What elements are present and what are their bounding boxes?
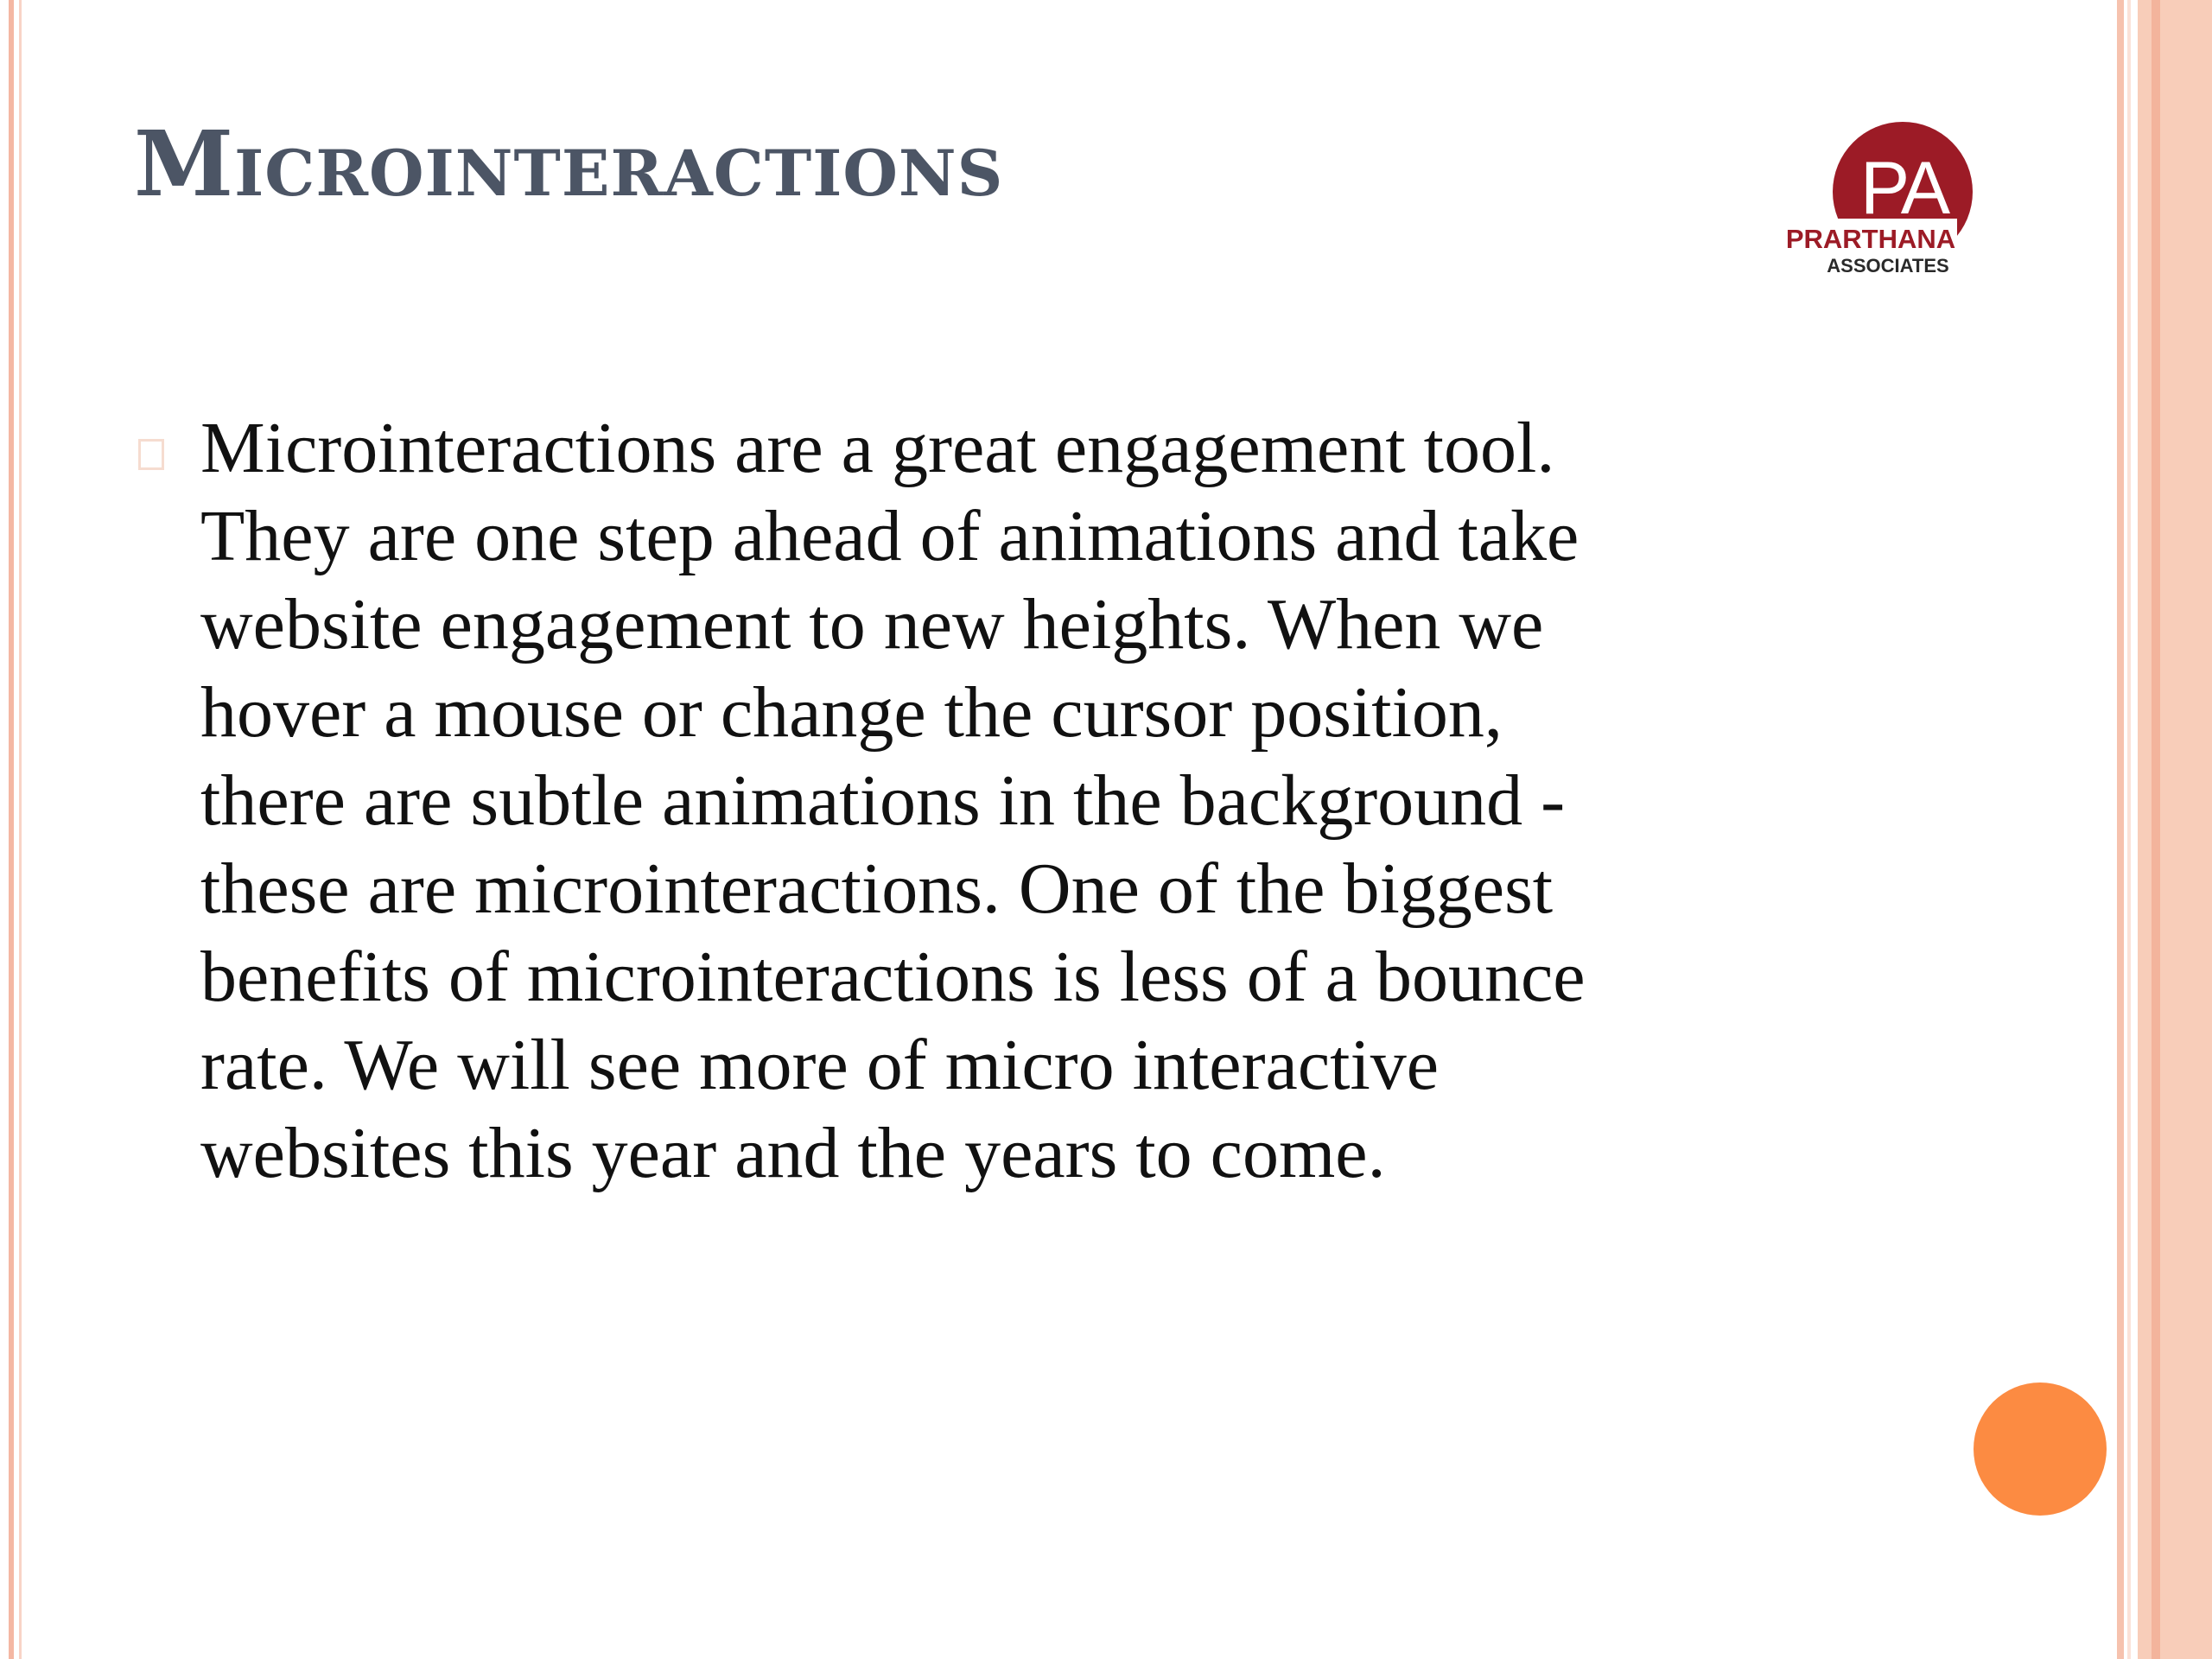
right-border-band-line (2152, 0, 2160, 1659)
bullet-marker-icon (138, 439, 164, 470)
right-border-band (2138, 0, 2212, 1659)
bullet-text-line: website engagement to new heights. When we (200, 584, 1544, 664)
slide-title: Microinteractions (134, 111, 1004, 217)
bullet-text-line: benefits of microinteractions is less of a bounce (200, 937, 1586, 1017)
logo-name: PRARTHANA (1785, 224, 1956, 254)
bullet-text-line: Microinteractions are a great engagement tool. (200, 408, 1555, 488)
bullet-text (200, 404, 1929, 1198)
decorative-orange-circle (1974, 1382, 2107, 1516)
prarthana-associates-logo (1776, 117, 2018, 281)
bullet-text-line: They are one step ahead of animations and take (200, 496, 1580, 576)
bullet-text-line: rate. We will see more of micro interactive (200, 1025, 1440, 1105)
bullet-text-line: these are microinteractions. One of the biggest (200, 849, 1554, 929)
logo-monogram: PA (1859, 147, 1948, 230)
bullet-text-line: hover a mouse or change the cursor position, (200, 672, 1503, 753)
left-border-stripe (9, 0, 14, 1659)
left-border-stripe-thin (19, 0, 22, 1659)
bullet-text-line: there are subtle animations in the background - (200, 760, 1566, 841)
bullet-text-line: websites this year and the years to come. (200, 1113, 1386, 1193)
right-border-stripe-thin (2127, 0, 2131, 1659)
logo-subtitle: ASSOCIATES (1827, 255, 1949, 276)
right-border-stripe (2117, 0, 2124, 1659)
